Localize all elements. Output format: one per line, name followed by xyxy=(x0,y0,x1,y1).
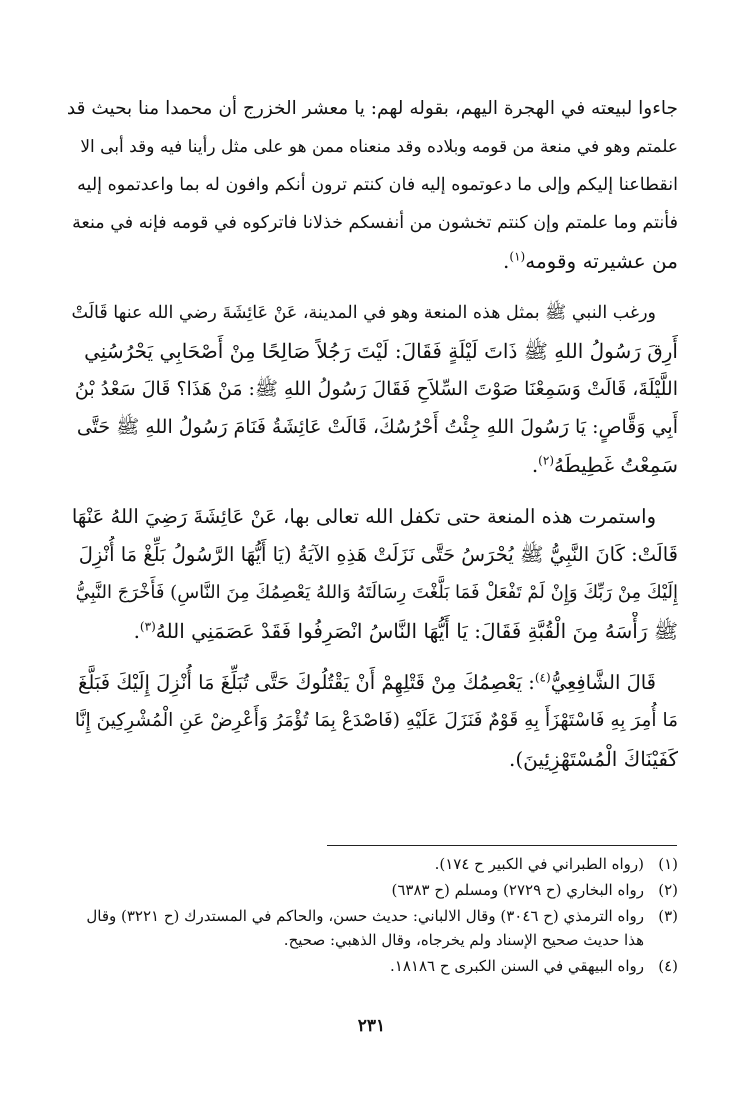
text-line: أَبِي وَقَّاصٍ: يَا رَسُولَ اللهِ جِئْتُ أَحْرُسُكَ، قَالَتْ عَائِشَةُ فَنَامَ رَسُولُ اللهِ ﷺ حَتَّى xyxy=(76,416,678,438)
text-line xyxy=(66,612,678,650)
text-fragment: من عشيرته وقومه xyxy=(525,249,678,273)
text-line: فأنتم وما علمتم وإن كنتم تخشون من أنفسكم خذلانا فاتركوه في قومه فإنه في منعة xyxy=(72,213,678,233)
footnote-ref: (٤) xyxy=(534,670,551,685)
text-fragment: . xyxy=(133,619,140,643)
footnote-text xyxy=(66,852,644,876)
text-fragment: : يَعْصِمُكَ مِنْ قَتْلِهِمْ أَنْ يَقْتُلُوكَ حَتَّى تُبَلِّغَ مَا أُنْزِلَ إِلَيْكَ فَبَلَّغَ xyxy=(78,671,535,694)
footnote-item xyxy=(66,954,678,978)
footnote-number: (٤) xyxy=(658,957,678,975)
text-line: جاءوا لبيعته في الهجرة اليهم، بقوله لهم: يا معشر الخزرج أن محمدا منا بحيث قد xyxy=(66,98,678,119)
footnotes xyxy=(66,852,678,980)
footnote-line: رواه البخاري (ح ٢٧٢٩) ومسلم (ح ٦٣٨٣) xyxy=(391,881,644,899)
footnote-ref: (٢) xyxy=(538,453,554,468)
text-fragment: قَالَ الشَّافِعِيُّ xyxy=(550,671,656,694)
footnote-number: (١) xyxy=(658,855,678,873)
footnote-item xyxy=(66,904,678,952)
text-fragment: سَمِعْتُ غَطِيطَهُ xyxy=(554,453,678,477)
footnote-item xyxy=(66,878,678,902)
footnote-text xyxy=(66,954,644,978)
text-line xyxy=(66,664,678,702)
text-line: كَفَيْنَاكَ الْمُسْتَهْزِئِينَ). xyxy=(509,747,678,771)
text-line: مَا أُمِرَ بِهِ فَاسْتَهْزَأَ بِهِ قَوْمٌ فَنَزَلَ عَلَيْهِ (فَاصْدَعْ بِمَا تُؤْمَرُ وَأَعْرِضْ عَنِ الْمُشْرِكِينَ إِنَّا xyxy=(74,710,678,731)
footnote-line: (رواه الطبراني في الكبير ح ١٧٤). xyxy=(434,855,644,873)
text-fragment: . xyxy=(531,453,539,477)
text-line: إِلَيْكَ مِنْ رَبِّكَ وَإِنْ لَمْ تَفْعَلْ فَمَا بَلَّغْتَ رِسَالَتَهُ وَاللهُ يَعْصِمُكَ مِنَ النَّاسِ) فَأَخْرَجَ النَّبِيُّ xyxy=(75,582,678,603)
text-line: علمتم وهو في منعة من قومه وبلاده وقد منعناه ممن هو على مثل رأينا فيه وقد أبى الا xyxy=(80,137,678,157)
text-fragment: . xyxy=(503,249,510,273)
footnote-divider xyxy=(327,845,677,846)
text-line: واستمرت هذه المنعة حتى تكفل الله تعالى بها، عَنْ عَائِشَةَ رَضِيَ اللهُ عَنْهَا xyxy=(71,505,656,528)
text-line: أَرِقَ رَسُولُ اللهِ ﷺ ذَاتَ لَيْلَةٍ فَقَالَ: لَيْتَ رَجُلاً صَالِحًا مِنْ أَصْحَابِي يَحْرُسُنِي xyxy=(84,339,678,363)
text-line: ورغب النبي ﷺ بمثل هذه المنعة وهو في المدينة، عَنْ عَائِشَةَ رضي الله عنها قَالَتْ xyxy=(71,303,656,323)
footnote-ref: (١) xyxy=(509,249,526,264)
footnote-line: هذا حديث صحيح الإسناد ولم يخرجاه، وقال الذهبي: صحيح. xyxy=(283,931,644,949)
paragraph-4 xyxy=(66,664,678,778)
text-line: قَالَتْ: كَانَ النَّبِيُّ ﷺ يُحْرَسُ حَتَّى نَزَلَتْ هَذِهِ الآيَةُ (يَا أَيُّهَا الرَّسُولُ بَلِّغْ مَا أُنْزِلَ xyxy=(78,543,678,566)
footnote-text xyxy=(66,904,644,952)
footnote-item xyxy=(66,852,678,876)
main-text xyxy=(66,90,678,792)
paragraph-3 xyxy=(66,498,678,650)
footnote-line: رواه البيهقي في السنن الكبرى ح ١٨١٨٦. xyxy=(390,957,644,975)
text-line xyxy=(66,446,678,484)
text-line: انقطاعنا إليكم وإلى ما دعوتموه إليه فان كنتم ترون أنكم وافون له بما واعدتموه إليه xyxy=(77,175,678,195)
footnote-number: (٢) xyxy=(658,881,678,899)
paragraph-1 xyxy=(66,90,678,280)
paragraph-2 xyxy=(66,294,678,484)
footnote-number: (٣) xyxy=(658,907,678,925)
text-line xyxy=(66,242,678,280)
text-line: اللَّيْلَةَ، قَالَتْ وَسَمِعْنَا صَوْتَ السِّلاَحِ فَقَالَ رَسُولُ اللهِ ﷺ: مَنْ هَذَا؟ قَالَ سَعْدُ بْنُ xyxy=(74,378,678,400)
footnote-line: رواه الترمذي (ح ٣٠٤٦) وقال الالباني: حديث حسن، والحاكم في المستدرك (ح ٣٢٢١) وقال xyxy=(86,907,644,925)
text-fragment: ﷺ رَأْسَهُ مِنَ الْقُبَّةِ فَقَالَ: يَا أَيُّهَا النَّاسُ انْصَرِفُوا فَقَدْ عَصَمَنِي اللهُ xyxy=(155,619,678,643)
page-number: ٢٣١ xyxy=(357,1016,386,1036)
footnote-ref: (٣) xyxy=(139,619,156,634)
footnote-text xyxy=(66,878,644,902)
